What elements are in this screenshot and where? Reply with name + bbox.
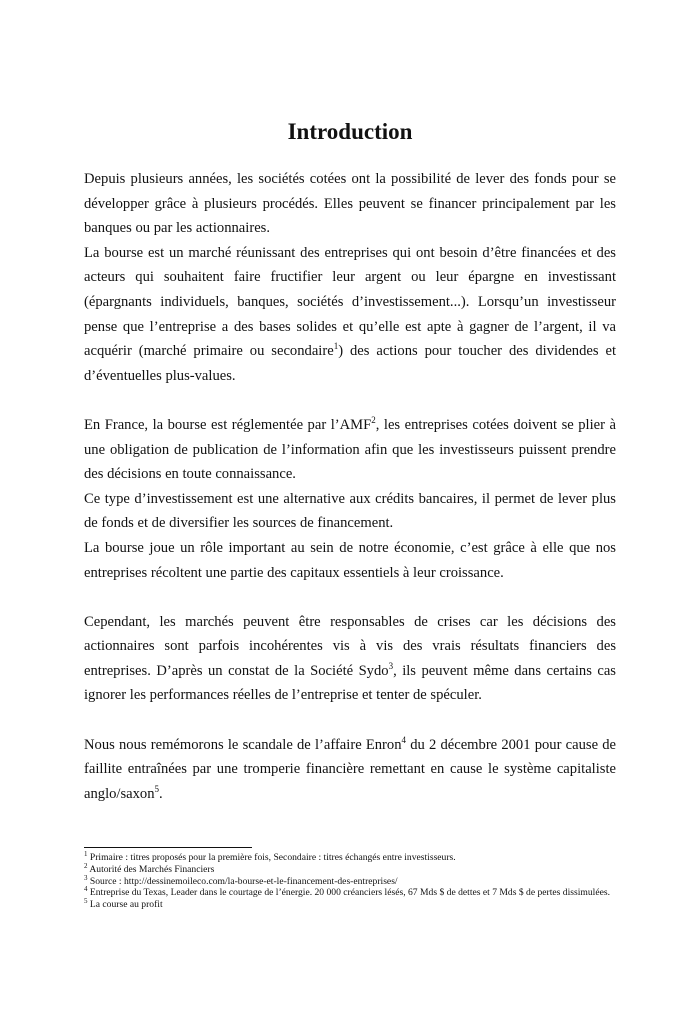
- paragraph-7-end: .: [159, 785, 163, 802]
- footnote-3: [84, 873, 616, 888]
- paragraph-7: [84, 733, 616, 807]
- footnote-text: Source : http://dessinemoileco.com/la-bourse-et-le-financement-des-entreprises/: [87, 875, 398, 887]
- footnote-ref-2: 2: [371, 415, 376, 426]
- footnote-1: [84, 849, 616, 864]
- footnotes: [84, 849, 616, 911]
- paragraph-7-mid: du 2 décembre 2001 pour cause de faillite entraînées par une tromperie financière remettant en cause le système capitaliste anglo/saxon: [84, 736, 616, 802]
- footnote-2: [84, 861, 616, 876]
- paragraph-5: La bourse joue un rôle important au sein de notre économie, c’est grâce à elle que nos entreprises récoltent une partie des capitaux essentiels à leur croissance.: [84, 539, 616, 581]
- paragraph-2-text: La bourse est un marché réunissant des entreprises qui ont besoin d’être financées et des acteurs qui souhaitent faire fructifier leur argent ou leur épargne en investissant (épargnants individuels, banques, sociétés d’investissement...). Lorsqu’un investisseur pense que l’entreprise a des bases solides et qu’elle est apte à gagner de l’argent, il va acquérir (marché primaire ou secondaire: [84, 244, 616, 360]
- paragraph-3-end: , les entreprises cotées doivent se plier à une obligation de publication de l’information afin que les investisseurs puissent prendre des décisions en toute connaissance.: [84, 416, 616, 483]
- paragraph-6-end: , ils peuvent même dans certains cas ignorer les performances réelles de l’entreprise et tenter de spéculer.: [84, 662, 616, 704]
- footnote-number: 4: [84, 885, 88, 894]
- footnote-4: [84, 887, 616, 899]
- paragraph-4: Ce type d’investissement est une alternative aux crédits bancaires, il permet de lever plus de fonds et de diversifier les sources de financement.: [84, 490, 616, 532]
- footnote-5: [84, 899, 616, 911]
- footnote-text: Primaire : titres proposés pour la première fois, Secondaire : titres échangés entre investisseurs.: [87, 852, 456, 863]
- footnote-text: Entreprise du Texas, Leader dans le courtage de l’énergie. 20 000 créanciers lésés, 67 Mds $ de dettes et 7 Mds $ de pertes dissimulées.: [87, 887, 610, 899]
- footnote-ref-1: 1: [333, 341, 339, 352]
- paragraph-6-text: Cependant, les marchés peuvent être responsables de crises car les décisions des actionnaires sont parfois incohérentes vis à vis des vrais résultats financiers des entreprises. D’après un constat de la Société Sydo: [84, 613, 616, 679]
- footnote-text: Autorité des Marchés Financiers: [87, 863, 215, 875]
- body-text: [84, 167, 616, 806]
- footnote-ref-5: 5: [154, 783, 160, 794]
- page-title: Introduction: [287, 119, 413, 144]
- footnote-text: La course au profit: [87, 899, 163, 911]
- footnote-separator: [84, 847, 252, 848]
- footnote-ref-4: 4: [401, 734, 407, 745]
- paragraph-3-text: En France, la bourse est réglementée par l’AMF: [84, 416, 372, 433]
- footnote-number: 3: [84, 873, 88, 882]
- paragraph-7-text: Nous nous remémorons le scandale de l’affaire Enron: [84, 736, 402, 753]
- paragraph-6: [84, 610, 616, 708]
- paragraph-3: [84, 413, 616, 487]
- footnote-number: 5: [84, 897, 88, 905]
- paragraph-2: [84, 241, 616, 389]
- paragraph-1: Depuis plusieurs années, les sociétés cotées ont la possibilité de lever des fonds pour se développer grâce à plusieurs procédés. Elles peuvent se financer principalement par les banques ou par les actionnaires.: [84, 171, 616, 237]
- footnote-ref-3: 3: [388, 661, 394, 672]
- paragraph-2-end: ) des actions pour toucher des dividendes et d’éventuelles plus-values.: [84, 343, 616, 384]
- footnote-number: 1: [84, 849, 88, 858]
- footnote-number: 2: [84, 861, 88, 870]
